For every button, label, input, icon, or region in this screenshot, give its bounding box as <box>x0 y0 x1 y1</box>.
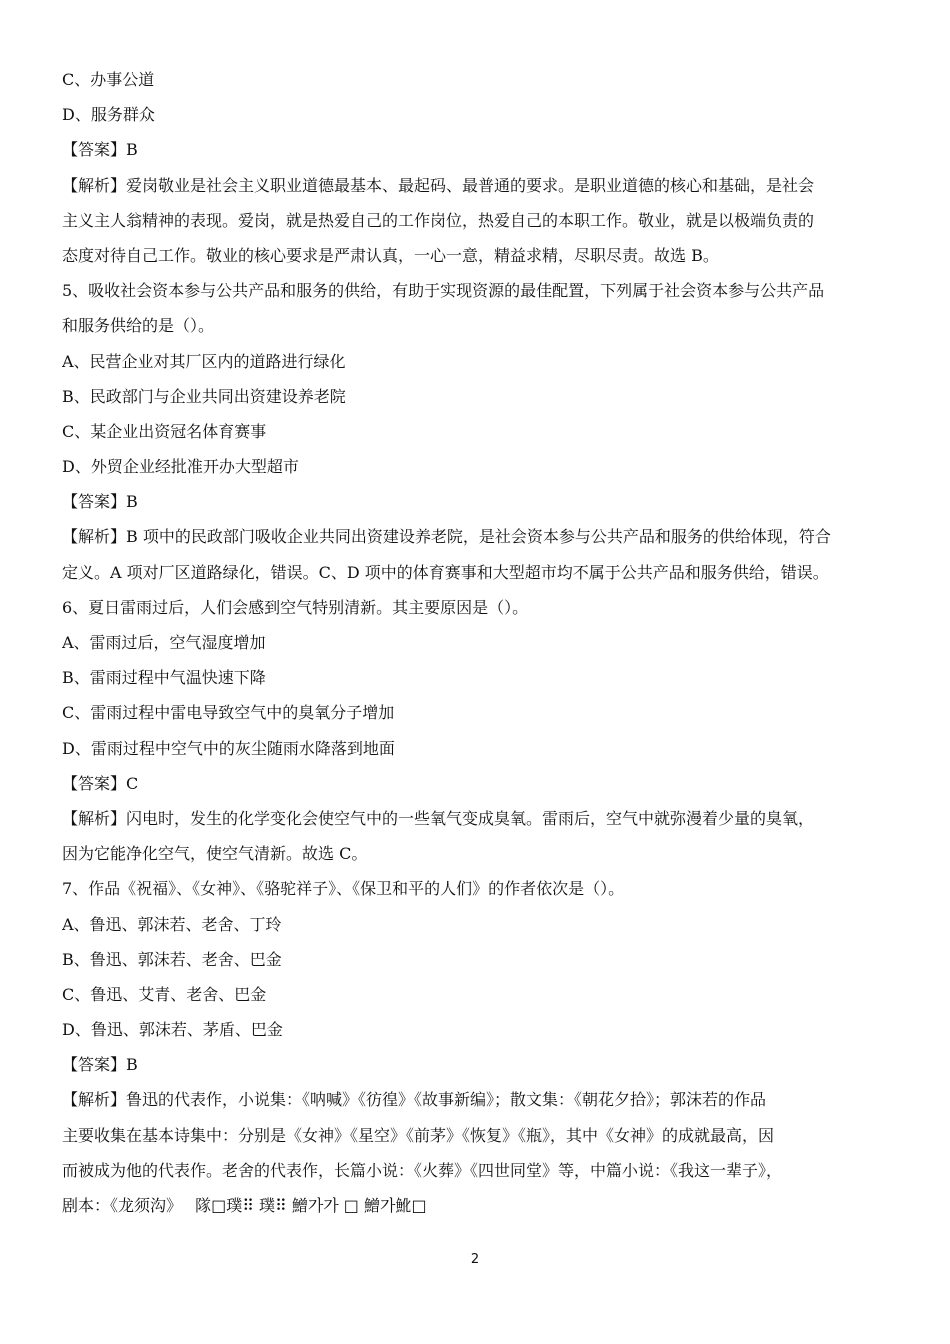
page-content <box>62 62 897 1223</box>
option-c-q6: C、雷雨过程中雷电导致空气中的臭氧分子增加 <box>62 703 395 723</box>
option-d-q7: D、鲁迅、郭沫若、茅盾、巴金 <box>62 1020 283 1040</box>
option-a-q6: A、雷雨过后，空气湿度增加 <box>62 633 266 652</box>
option-a-q5: A、民营企业对其厂区内的道路进行绿化 <box>62 351 346 371</box>
question-7: 7、作品《祝福》、《女神》、《骆驼祥子》、《保卫和平的人们》的作者依次是（）。 <box>62 879 625 899</box>
option-b-q6: B、雷雨过程中气温快速下降 <box>62 668 266 688</box>
page-number: 2 <box>470 1252 480 1267</box>
explanation-q4-line1: 【解析】爱岗敬业是社会主义职业道德最基本、最起码、最普通的要求。是职业道德的核心和基础，是社会 <box>62 175 815 195</box>
option-a-q7: A、鲁迅、郭沫若、老舍、丁玲 <box>62 914 282 934</box>
explanation-q6-line2: 因为它能净化空气，使空气清新。故选 C。 <box>62 844 368 864</box>
explanation-q5-line1: 【解析】B 项中的民政部门吸收企业共同出资建设养老院，是社会资本参与公共产品和服务的供给体现，符合 <box>62 527 831 547</box>
explanation-q7-line4: 剧本：《龙须沟》 隊□璞⠿ 璞⠿ 鱛가가 □ 鱛가魤□ <box>62 1196 427 1215</box>
option-d-q6: D、雷雨过程中空气中的灰尘随雨水降落到地面 <box>62 738 395 758</box>
question-6: 6、夏日雷雨过后，人们会感到空气特别清新。其主要原因是（）。 <box>62 597 529 617</box>
option-c-q7: C、鲁迅、艾青、老舍、巴金 <box>62 984 267 1004</box>
answer-q4: 【答案】B <box>62 140 138 160</box>
explanation-q5-line2: 定义。A 项对厂区道路绿化，错误。C、D 项中的体育赛事和大型超市均不属于公共产品和服务供给，错误。 <box>62 562 829 582</box>
option-b-q5: B、民政部门与企业共同出资建设养老院 <box>62 386 346 406</box>
option-c-q5: C、某企业出资冠名体育赛事 <box>62 421 267 441</box>
question-5-line1: 5、吸收社会资本参与公共产品和服务的供给，有助于实现资源的最佳配置，下列属于社会资本参与公共产品 <box>62 281 825 301</box>
explanation-q7-line2: 主要收集在基本诗集中：分别是《女神》《星空》《前茅》《恢复》《瓶》，其中《女神》的成就最高，因 <box>62 1125 775 1145</box>
explanation-q6-line1: 【解析】闪电时，发生的化学变化会使空气中的一些氧气变成臭氧。雷雨后，空气中就弥漫着少量的臭氧， <box>62 808 815 828</box>
explanation-q7-line3: 而被成为他的代表作。老舍的代表作，长篇小说：《火葬》《四世同堂》等，中篇小说：《我这一辈子》， <box>62 1160 783 1180</box>
explanation-q4-line2: 主义主人翁精神的表现。爱岗，就是热爱自己的工作岗位，热爱自己的本职工作。敬业，就是以极端负责的 <box>62 210 815 230</box>
option-b-q7: B、鲁迅、郭沫若、老舍、巴金 <box>62 949 282 969</box>
answer-q5: 【答案】B <box>62 492 138 512</box>
option-c-q4: C、办事公道 <box>62 70 155 89</box>
explanation-q7-line1: 【解析】鲁迅的代表作，小说集：《呐喊》《彷徨》《故事新编》；散文集：《朝花夕拾》；郭沫若的作品 <box>62 1090 767 1110</box>
question-5-line2: 和服务供给的是（）。 <box>62 316 215 336</box>
answer-q6: 【答案】C <box>62 773 139 793</box>
explanation-q4-line3: 态度对待自己工作。敬业的核心要求是严肃认真，一心一意，精益求精，尽职尽责。故选 B。 <box>62 245 719 265</box>
option-d-q5: D、外贸企业经批准开办大型超市 <box>62 457 299 477</box>
answer-q7: 【答案】B <box>62 1055 138 1075</box>
option-d-q4: D、服务群众 <box>62 105 155 125</box>
